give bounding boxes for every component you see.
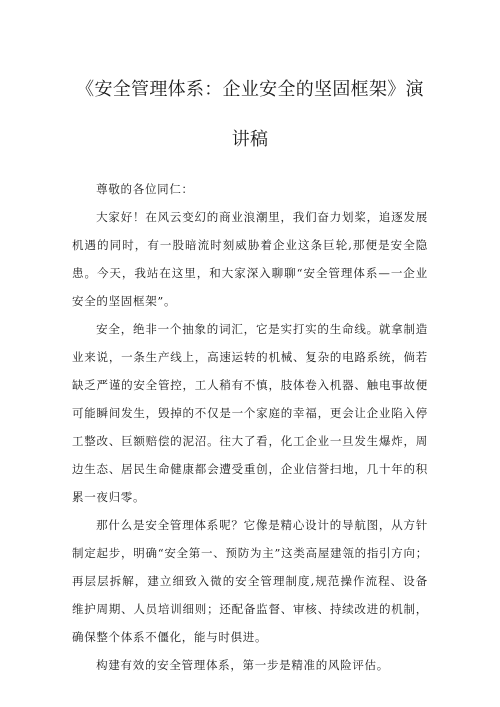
body-paragraph: 大家好！在风云变幻的商业浪潮里，我们奋力划桨，追逐发展机遇的同时，有一股暗流时刻威胁着企业这条巨轮,那便是安全隐患。今天，我站在这里，和大家深入聊聊“安全管理体系—一企业安全的坚固框架”。 bbox=[72, 210, 428, 308]
document-title-line-2: 讲稿 bbox=[231, 129, 269, 150]
body-paragraph: 那什么是安全管理体系呢？它像是精心设计的导航图，从方针制定起步，明确“安全第一、预防为主”这类高屋建瓴的指引方向；再层层拆解，建立细致入微的安全管理制度,规范操作流程、设备维护周期、人员培训细则；还配备监督、审核、持续改进的机制，确保整个体系不僵化，能与时俱进。 bbox=[72, 518, 428, 644]
body-paragraph: 构建有效的安全管理体系，第一步是精准的风险评估。 bbox=[96, 658, 389, 672]
body-paragraph: 安全，绝非一个抽象的词汇，它是实打实的生命线。就拿制造业来说，一条生产线上，高速运转的机械、复杂的电路系统，倘若缺乏严谨的安全管控，工人稍有不慎，肢体卷入机器、触电事故便可能瞬间发生，毁掉的不仅是一个家庭的幸福，更会让企业陷入停工整改、巨额赔偿的泥沼。往大了看，化工企业一旦发生爆炸，周边生态、居民生命健康都会遭受重创，企业信誉扫地，几十年的积累一夜归零。 bbox=[72, 322, 428, 504]
document-body bbox=[72, 175, 428, 679]
salutation-paragraph: 尊敬的各位同仁： bbox=[96, 182, 194, 196]
document-title-line-1: 《安全管理体系：企业安全的坚固框架》演 bbox=[76, 79, 424, 100]
